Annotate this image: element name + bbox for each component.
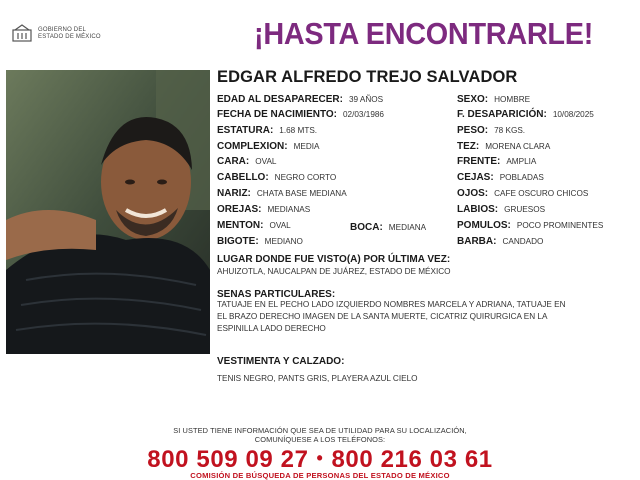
- senas-line-1: TATUAJE EN EL PECHO LADO IZQUIERDO NOMBRES MARCELA Y ADRIANA, TATUAJE EN: [217, 300, 566, 309]
- poster-headline: ¡HASTA ENCONTRARLE!: [254, 16, 594, 51]
- field-label: TEZ:: [457, 141, 480, 152]
- field-value: OVAL: [269, 221, 291, 230]
- field-label: SEXO:: [457, 94, 489, 105]
- field-desaparicion: [457, 109, 594, 120]
- field-value: MEDIANA: [388, 223, 427, 232]
- field-label: BOCA:: [350, 222, 383, 233]
- senas-title: SENAS PARTICULARES:: [217, 289, 336, 300]
- commission-name: COMISIÓN DE BÚSQUEDA DE PERSONAS DEL ESTADO DE MÉXICO: [190, 471, 450, 480]
- field-value: CANDADO: [502, 237, 544, 246]
- field-value: NEGRO CORTO: [274, 173, 337, 182]
- field-label: CABELLO:: [217, 172, 269, 183]
- field-value: MEDIA: [293, 142, 320, 151]
- field-value: 39 AÑOS: [348, 95, 384, 104]
- phone-number-2[interactable]: 800 216 03 61: [331, 446, 493, 473]
- field-label: EDAD AL DESAPARECER:: [217, 94, 343, 105]
- field-orejas: [217, 204, 310, 215]
- senas-line-2: EL BRAZO DERECHO IMAGEN DE LA SANTA MUERTE, CICATRIZ QUIRURGICA EN LA: [217, 312, 548, 321]
- senas-text: [217, 299, 622, 335]
- field-label: OJOS:: [457, 188, 489, 199]
- field-value: HOMBRE: [494, 95, 531, 104]
- field-label: BIGOTE:: [217, 236, 259, 247]
- field-bigote: [217, 236, 303, 247]
- field-cejas: [457, 172, 544, 183]
- lugar-text: AHUIZOTLA, NAUCALPAN DE JUÁREZ, ESTADO DE MÉXICO: [217, 267, 451, 276]
- field-label: ESTATURA:: [217, 125, 274, 136]
- field-label: PESO:: [457, 125, 489, 136]
- field-sexo: [457, 94, 530, 105]
- field-label: POMULOS:: [457, 220, 511, 231]
- field-value: MORENA CLARA: [485, 142, 551, 151]
- field-label: NARIZ:: [217, 188, 251, 199]
- government-seal-icon: [12, 24, 32, 42]
- field-label: F. DESAPARICIÓN:: [457, 109, 547, 120]
- field-label: OREJAS:: [217, 204, 262, 215]
- footer-note-2: COMUNÍQUESE A LOS TELÉFONOS:: [254, 435, 386, 444]
- field-value: POCO PROMINENTES: [516, 221, 604, 230]
- government-logo-text: [38, 27, 101, 41]
- person-name: EDGAR ALFREDO TREJO SALVADOR: [217, 68, 518, 86]
- field-value: MEDIANAS: [267, 205, 311, 214]
- field-value: CHATA BASE MEDIANA: [256, 189, 347, 198]
- phone-numbers: [0, 446, 640, 474]
- vestimenta-text: TENIS NEGRO, PANTS GRIS, PLAYERA AZUL CIELO: [217, 374, 418, 383]
- footer-note-1: SI USTED TIENE INFORMACIÓN QUE SEA DE UTILIDAD PARA SU LOCALIZACIÓN,: [173, 426, 467, 435]
- field-label: COMPLEXION:: [217, 141, 288, 152]
- field-complexion: [217, 141, 320, 152]
- phone-separator: •: [316, 448, 324, 468]
- field-label: BARBA:: [457, 236, 497, 247]
- field-value: POBLADAS: [499, 173, 544, 182]
- field-labios: [457, 204, 545, 215]
- field-value: CAFE OSCURO CHICOS: [494, 189, 589, 198]
- person-portrait-illustration: [6, 70, 210, 354]
- field-label: CARA:: [217, 156, 250, 167]
- field-value: GRUESOS: [504, 205, 546, 214]
- field-value: 02/03/1986: [343, 110, 384, 119]
- field-frente: [457, 156, 536, 167]
- field-label: FRENTE:: [457, 156, 501, 167]
- field-label: FECHA DE NACIMIENTO:: [217, 109, 337, 120]
- field-menton: [217, 220, 291, 231]
- vestimenta-title: VESTIMENTA Y CALZADO:: [217, 356, 345, 367]
- field-value: MEDIANO: [264, 237, 303, 246]
- field-pomulos: [457, 220, 603, 231]
- field-value: 1.68 MTS.: [279, 126, 318, 135]
- field-value: 10/08/2025: [552, 110, 594, 119]
- field-nacimiento: [217, 109, 384, 120]
- missing-person-photo: [6, 70, 210, 354]
- field-value: AMPLIA: [506, 157, 537, 166]
- field-cabello: [217, 172, 336, 183]
- field-value: OVAL: [255, 157, 277, 166]
- field-barba: [457, 236, 543, 247]
- field-cara: [217, 156, 276, 167]
- field-tez: [457, 141, 550, 152]
- phone-number-1[interactable]: 800 509 09 27: [147, 446, 309, 473]
- field-label: CEJAS:: [457, 172, 494, 183]
- field-boca: [350, 222, 426, 233]
- field-edad: [217, 94, 383, 105]
- field-label: MENTON:: [217, 220, 264, 231]
- field-peso: [457, 125, 525, 136]
- gov-line-2: ESTADO DE MÉXICO: [38, 34, 101, 40]
- field-label: LABIOS:: [457, 204, 499, 215]
- field-nariz: [217, 188, 347, 199]
- field-value: 78 KGS.: [494, 126, 526, 135]
- field-estatura: [217, 125, 317, 136]
- field-ojos: [457, 188, 588, 199]
- lugar-title: LUGAR DONDE FUE VISTO(A) POR ÚLTIMA VEZ:: [217, 254, 451, 265]
- gov-line-1: GOBIERNO DEL: [38, 27, 87, 33]
- senas-line-3: ESPINILLA LADO DERECHO: [217, 324, 326, 333]
